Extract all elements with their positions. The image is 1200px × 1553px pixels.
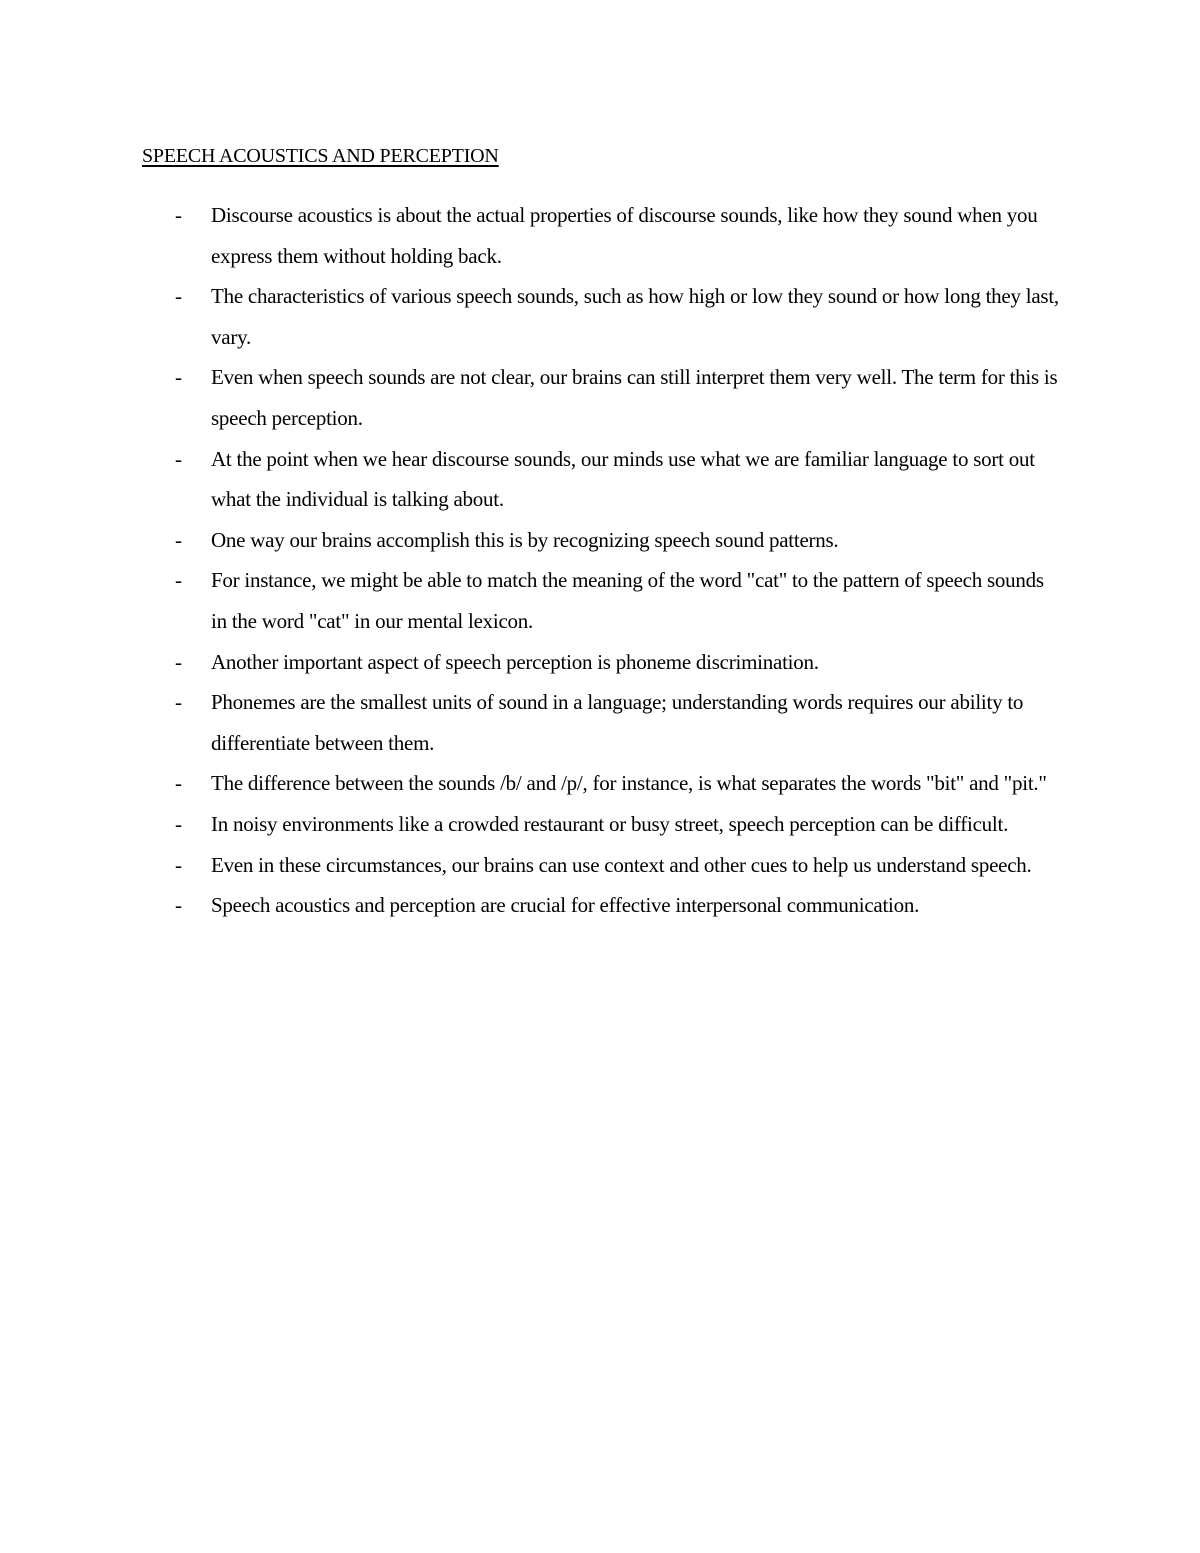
dash-bullet-marker: - [175,365,182,390]
list-item [0,195,1061,276]
list-item [0,439,1061,520]
list-item [0,804,1061,845]
list-item [0,357,1061,438]
dash-bullet-marker: - [175,446,182,471]
list-item [0,845,1061,886]
dash-bullet-marker: - [175,527,182,552]
list-item-text: Discourse acoustics is about the actual properties of discourse sounds, like how they sound when you express them without holding back. [211,203,1038,268]
list-item-text: The difference between the sounds /b/ and /p/, for instance, is what separates the words "bit" and "pit." [211,771,1047,796]
dash-bullet-marker: - [175,203,182,227]
list-item [0,885,1061,926]
list-item-text: The characteristics of various speech sounds, such as how high or low they sound or how long they last, vary. [211,284,1059,349]
list-item [0,682,1061,763]
list-item [0,560,1061,641]
dash-bullet-marker: - [175,690,182,715]
list-item-text: Even when speech sounds are not clear, our brains can still interpret them very well. The term for this is speech perception. [211,365,1058,430]
bullet-list [0,195,1200,926]
list-item-text: Phonemes are the smallest units of sound in a language; understanding words requires our ability to differentiate between them. [211,690,1024,755]
list-item-text: At the point when we hear discourse sounds, our minds use what we are familiar language to sort out what the individual is talking about. [211,446,1035,512]
list-item-text: For instance, we might be able to match the meaning of the word "cat" to the pattern of speech sounds in the word "cat" in our mental lexicon. [211,568,1044,633]
list-item-text: In noisy environments like a crowded restaurant or busy street, speech perception can be difficult. [211,811,1009,836]
list-item-text: Even in these circumstances, our brains can use context and other cues to help us understand speech. [211,852,1032,877]
list-item [0,276,1061,357]
dash-bullet-marker: - [175,568,182,593]
dash-bullet-marker: - [175,649,182,674]
dash-bullet-marker: - [175,771,182,796]
dash-bullet-marker: - [175,852,182,877]
list-item [0,763,1061,804]
dash-bullet-marker: - [175,284,182,309]
dash-bullet-marker: - [175,811,182,836]
list-item-text: Speech acoustics and perception are crucial for effective interpersonal communication. [211,893,920,918]
list-item [0,642,1061,683]
document-title: SPEECH ACOUSTICS AND PERCEPTION [142,145,499,167]
list-item [0,520,1061,561]
dash-bullet-marker: - [175,893,182,918]
list-item-text: Another important aspect of speech perception is phoneme discrimination. [211,649,819,674]
list-item-text: One way our brains accomplish this is by recognizing speech sound patterns. [211,527,839,552]
